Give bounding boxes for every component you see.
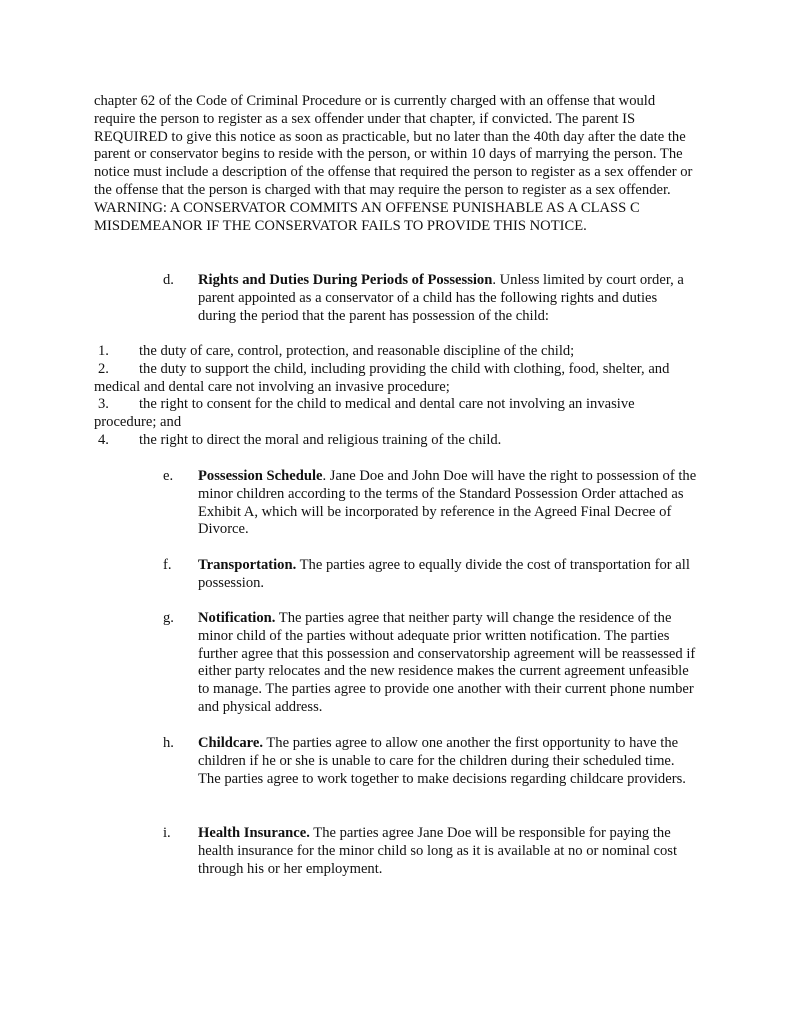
list-item-number: 3. [98,396,109,413]
section-heading: Childcare. [198,735,263,751]
list-item-text: the duty to support the child, including providing the child with clothing, food, shelter, and medical and dental care not involving an invasive procedure; [94,360,670,395]
list-item [94,432,696,450]
duties-list [94,343,696,450]
section-body [198,735,698,788]
section-heading: Possession Schedule [198,468,323,484]
section-text: The parties agree that neither party will change the residence of the minor child of the parties without adequate prior written notification. The parties further agree that this possession and conservatorship agreement will be reassessed if either party relocates and the new residence makes the current agreement unfeasible to manage. The parties agree to provide one another with their current phone number and physical address. [198,610,696,715]
list-item-number: 1. [98,343,109,359]
list-item [94,343,696,361]
section-text: . Unless limited by court order, a parent appointed as a conservator of a child has the following rights and duties during the period that the parent has possession of the child: [198,272,684,324]
list-item-text: the right to direct the moral and religious training of the child. [139,431,502,448]
section-text: The parties agree to equally divide the cost of transportation for all possession. [198,557,690,591]
intro-paragraph: chapter 62 of the Code of Criminal Procedure or is currently charged with an offense that would require the person to register as a sex offender under that chapter, if convicted. The parent IS REQUIRED to give this notice as soon as practicable, but no later than the 40th day after the date the parent or conservator begins to reside with the person, or within 10 days of marrying the person. The notice must include a description of the offense that required the person to register as a sex offender or the offense that the person is charged with that may require the person to register as a sex offender. WARNING: A CONSERVATOR COMMITS AN OFFENSE PUNISHABLE AS A CLASS C MISDEMEANOR IF THE CONSERVATOR FAILS TO PROVIDE THIS NOTICE. [94,93,693,234]
list-item-number: 4. [98,431,109,448]
section-text: The parties agree Jane Doe will be responsible for paying the health insurance for the minor child so long as it is available at no or nominal cost through his or her employment. [198,825,678,877]
section-body [198,825,698,878]
section-heading: Transportation. [198,557,297,573]
section-d [163,272,703,325]
section-f [163,557,703,593]
section-letter: f. [163,557,172,573]
section-body [198,557,698,593]
section-text: The parties agree to allow one another the first opportunity to have the children if he or she is unable to care for the children during their scheduled time. The parties agree to work together to make decisions regarding childcare providers. [198,735,686,787]
section-heading: Health Insurance. [198,825,310,841]
section-body [198,610,698,717]
section-i [163,825,703,878]
section-heading: Rights and Duties During Periods of Possession [198,272,493,288]
section-letter: h. [163,735,174,751]
section-letter: e. [163,468,174,484]
list-item [94,396,696,432]
section-heading: Notification. [198,610,276,626]
list-item-text: the duty of care, control, protection, and reasonable discipline of the child; [139,343,575,359]
section-text: . Jane Doe and John Doe will have the right to possession of the minor children according to the terms of the Standard Possession Order attached as Exhibit A, which will be incorporated by reference in the Agreed Final Decree of Divorce. [198,468,697,538]
section-body [198,468,698,539]
list-item-text: the right to consent for the child to medical and dental care not involving an invasive procedure; and [94,396,635,431]
list-item [94,361,696,397]
section-letter: i. [163,825,171,841]
section-letter: g. [163,610,174,626]
section-h [163,735,703,788]
section-e [163,468,703,539]
section-g [163,610,703,717]
section-body [198,272,698,325]
list-item-number: 2. [98,360,109,377]
section-letter: d. [163,272,174,288]
